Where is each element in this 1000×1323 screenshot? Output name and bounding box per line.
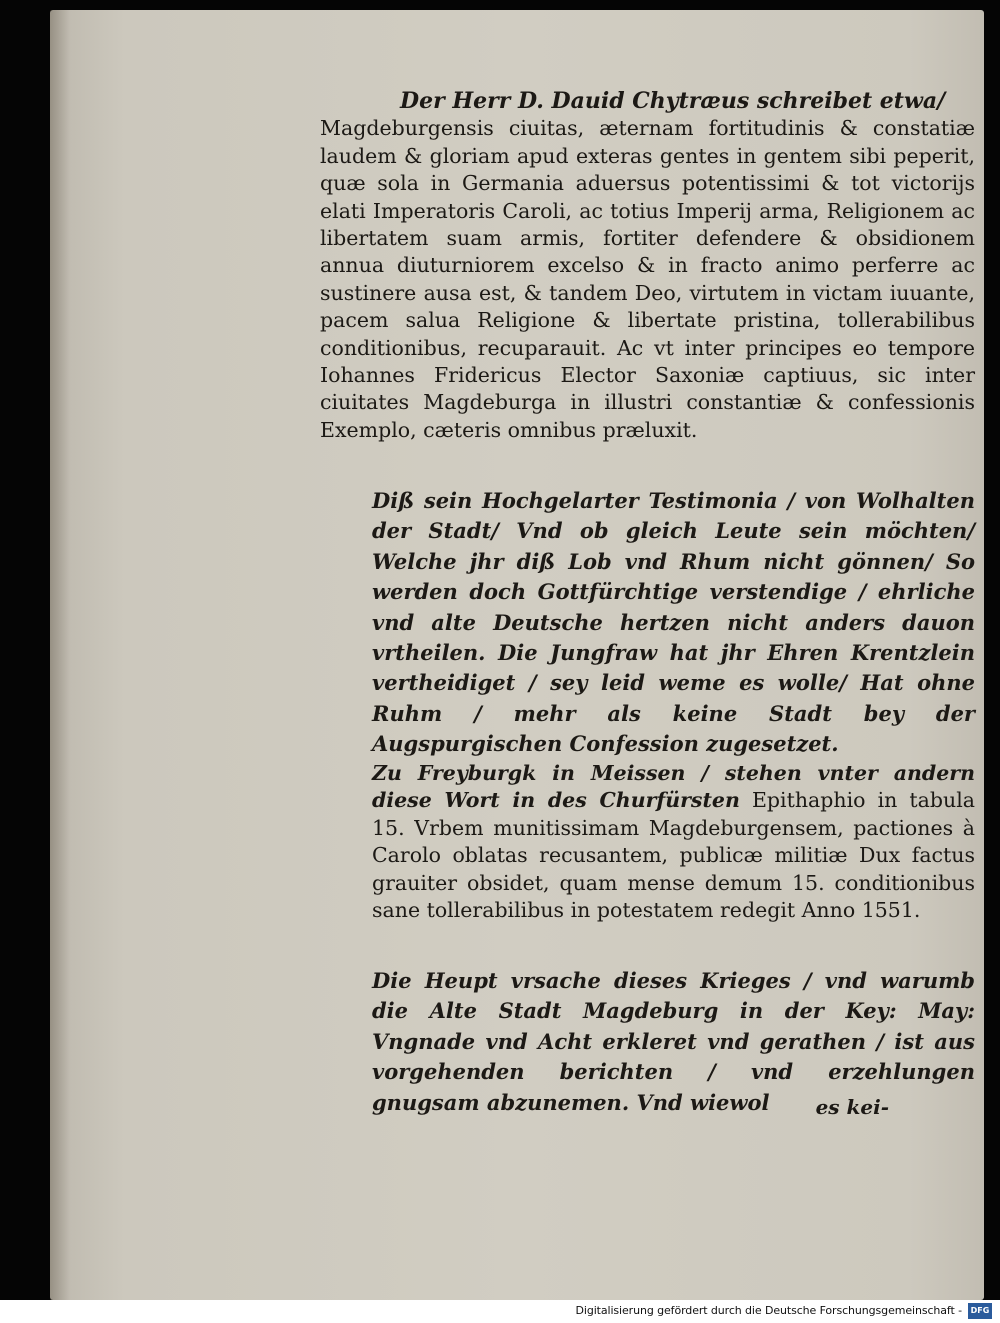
paragraph-3-latin: Epithaphio in tabula 15. Vrbem munitissimam Magdeburgensem, pactiones à Carolo oblatas recusantem, publicæ militiæ Dux factus grauiter obsidet, quam mense demum 15. conditionibus sane tollerabilibus in potestatem redegit Anno 1551. <box>372 788 975 923</box>
footer-bar <box>0 1300 1000 1323</box>
document-page <box>50 10 984 1300</box>
paragraph-testimonia: Diß sein Hochgelarter Testimonia / von Wolhalten der Stadt/ Vnd ob gleich Leute sein möchten/ Welche jhr diß Lob vnd Rhum nicht gönnen/ So werden doch Gottfürchtige verstendige / ehrliche vnd alte Deutsche hertzen nicht anders dauon vrtheilen. Die Jungfraw hat jhr Ehren Krentzlein vertheidiget / sey leid weme es wolle/ Hat ohne Ruhm / mehr als keine Stadt bey der Augspurgischen Confession zugesetzet. <box>372 488 975 757</box>
paragraph-3-german: Zu Freyburgk in Meissen / stehen vnter andern diese Wort in des Churfürsten <box>372 761 975 813</box>
paragraph-heuptvrsache: Die Heupt vrsache dieses Krieges / vnd warumb die Alte Stadt Magdeburg in der Key: May: Vngnade vnd Acht erkleret vnd gerathen / ist aus vorgehenden berichten / vnd erzehlungen gnugsam abzunemen. Vnd wiewol <box>372 968 975 1115</box>
paragraph-chytraeus <box>320 88 975 444</box>
funding-credit: Digitalisierung gefördert durch die Deutsche Forschungsgemeinschaft - <box>575 1304 962 1317</box>
paragraph-1-heading: Der Herr D. Dauid Chytræus schreibet etwa/ <box>400 88 946 114</box>
paragraph-1-latin-quote: Magdeburgensis ciuitas, æternam fortitudinis & constatiæ laudem & gloriam apud exteras gentes in gentem sibi peperit, quæ sola in Germania aduersus potentissimi & tot victorijs elati Imperatoris Caroli, ac totius Imperij arma, Religionem ac libertatem suam armis, fortiter defendere & obsidionem annua diuturniorem excelso & in fracto animo perferre ac sustinere ausa est, & tandem Deo, virtutem in victam iuuante, pacem salua Religione & libertate pristina, tollerabilibus conditionibus, recuparauit. Ac vt inter principes eo tempore Iohannes Fridericus Elector Saxoniæ captiuus, sic inter ciuitates Magdeburga in illustri constantiæ & confessionis Exemplo, cæteris omnibus præluxit. <box>320 116 975 442</box>
dfg-logo-icon[interactable]: DFG <box>968 1303 992 1319</box>
catchword: es kei- <box>815 1095 889 1119</box>
paragraph-freyburg <box>320 760 975 924</box>
